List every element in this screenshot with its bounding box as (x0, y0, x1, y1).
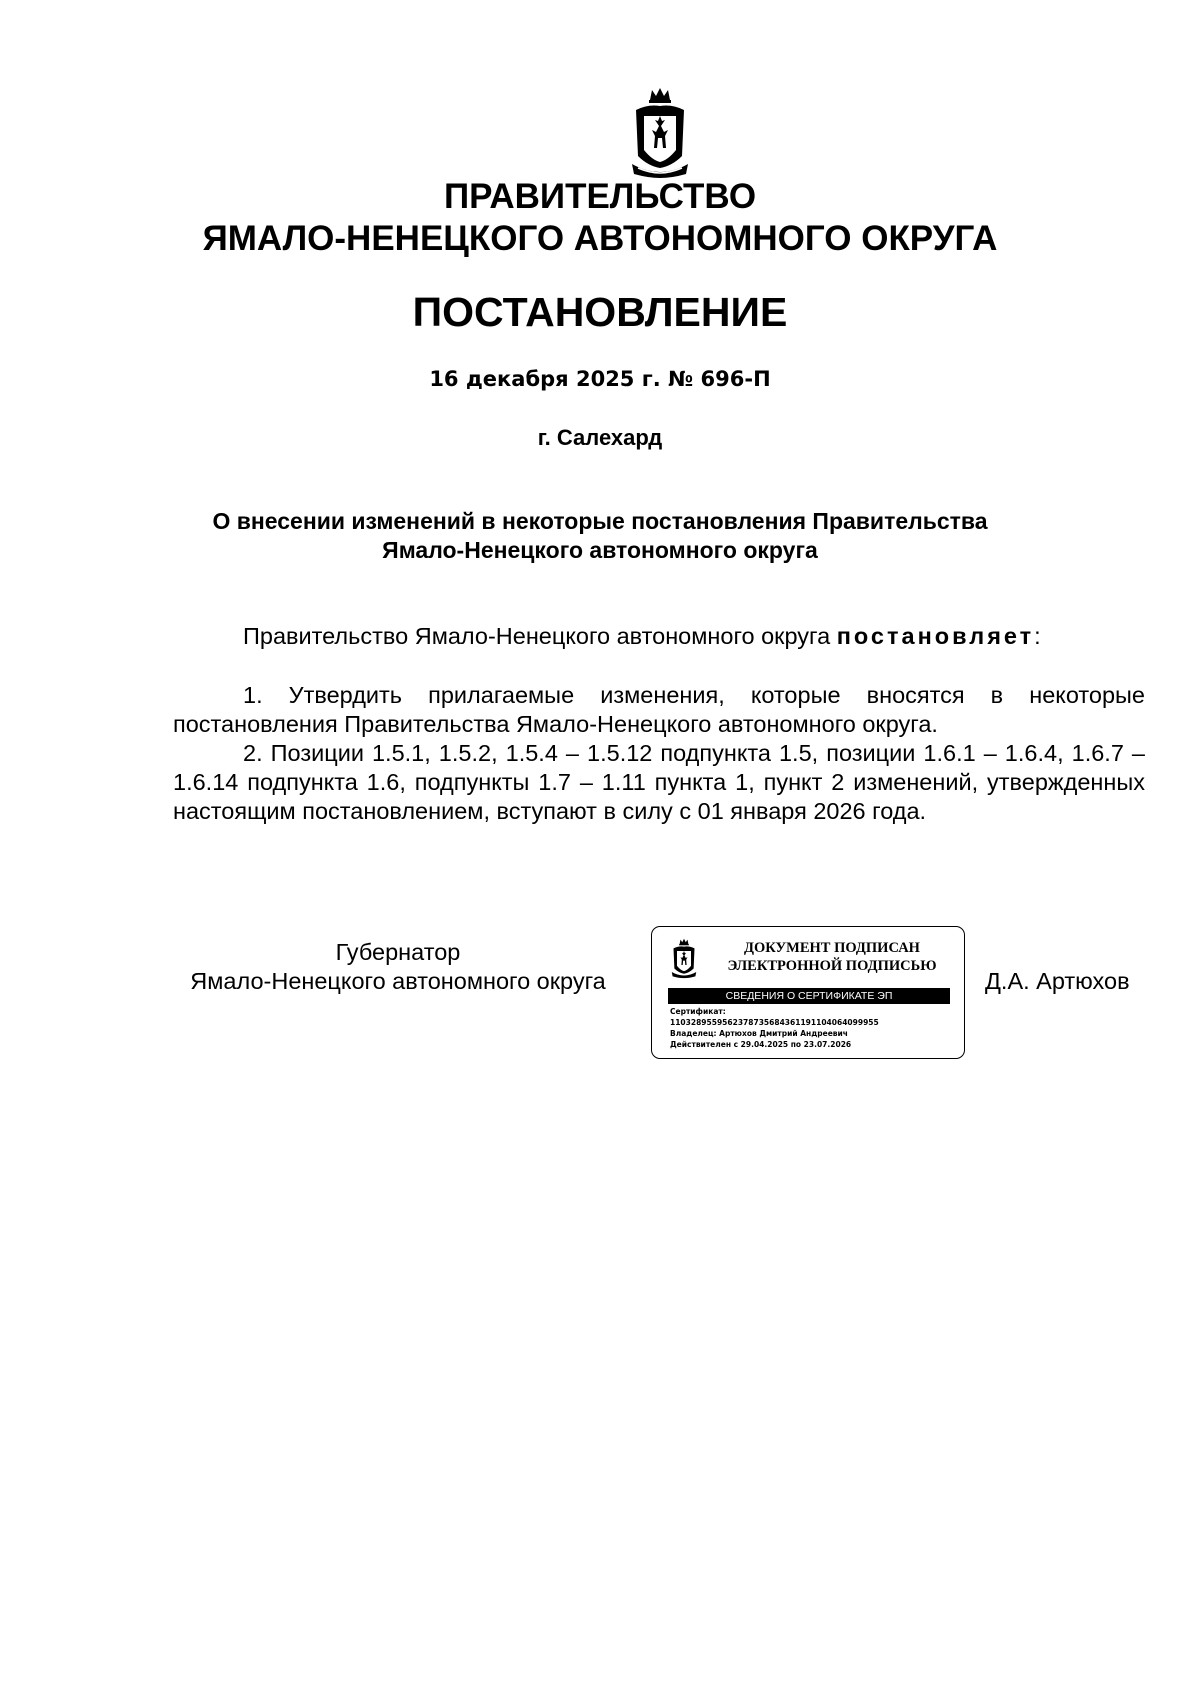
preamble-end: : (1034, 623, 1041, 649)
paragraph-1: 1. Утвердить прилагаемые изменения, которые вносятся в некоторые постановления Правительства Ямало-Ненецкого автономного округа. (173, 682, 1145, 737)
signatory-title (173, 938, 623, 996)
electronic-signature-stamp (651, 926, 965, 1059)
yamal-coat-of-arms-icon (670, 937, 698, 979)
document-type: ПОСТАНОВЛЕНИЕ (412, 289, 788, 335)
preamble-text: Правительство Ямало-Ненецкого автономного округа (243, 623, 837, 649)
stamp-cert-number: 1103289559562378735684361191104064099955 (670, 1018, 879, 1027)
stamp-title-line1: ДОКУМЕНТ ПОДПИСАН (744, 940, 920, 956)
signatory-title-line1: Губернатор (335, 939, 461, 965)
signatory-title-line2: Ямало-Ненецкого автономного округа (190, 968, 606, 994)
yamal-coat-of-arms-icon (628, 86, 692, 178)
subject-line1: О внесении изменений в некоторые постановления Правительства (212, 508, 988, 534)
stamp-validity: Действителен с 29.04.2025 по 23.07.2026 (670, 1040, 852, 1049)
paragraph-2: 2. Позиции 1.5.1, 1.5.2, 1.5.4 – 1.5.12 подпункта 1.5, позиции 1.6.1 – 1.6.4, 1.6.7 – 1.6.14 подпункта 1.6, подпункты 1.7 – 1.11 пункта 1, пункт 2 изменений, утвержденных настоящим постановлением, вступают в силу с 01 января 2026 года. (173, 740, 1145, 824)
stamp-certificate-bar: СВЕДЕНИЯ О СЕРТИФИКАТЕ ЭП (668, 988, 950, 1004)
stamp-cert-label: Сертификат: (670, 1007, 726, 1016)
organization-name-line2: ЯМАЛО-НЕНЕЦКОГО АВТОНОМНОГО ОКРУГА (202, 219, 998, 258)
document-subject (0, 507, 1200, 565)
preamble-keyword: постановляет (836, 623, 1035, 649)
organization-name-line1: ПРАВИТЕЛЬСТВО (443, 177, 757, 216)
stamp-title-line2: ЭЛЕКТРОННОЙ ПОДПИСЬЮ (727, 958, 937, 974)
preamble (173, 622, 1145, 651)
signatory-name: Д.А. Артюхов (985, 968, 1130, 994)
document-date-number: 16 декабря 2025 г. № 696-П (429, 367, 771, 391)
stamp-title (712, 939, 952, 975)
stamp-owner: Владелец: Артюхов Дмитрий Андреевич (670, 1029, 848, 1038)
subject-line2: Ямало-Ненецкого автономного округа (382, 537, 818, 563)
document-place: г. Салехард (537, 425, 663, 450)
